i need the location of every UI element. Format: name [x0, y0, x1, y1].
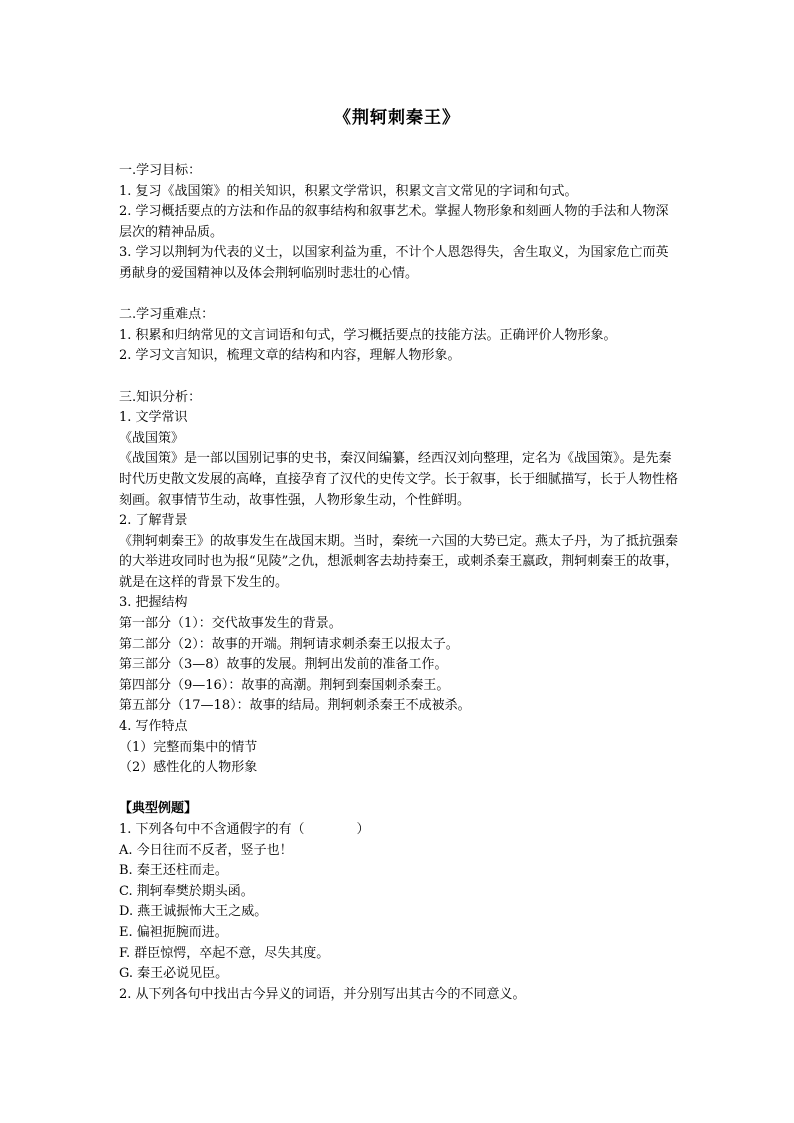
literary-knowledge-paragraph: 《战国策》是一部以国别记事的史书，秦汉间编纂，经西汉刘向整理，定名为《战国策》。是先秦时代历史散文发展的高峰，直接孕育了汉代的史传文学。长于叙事，长于细腻描写，长于人物性格刻画。叙事情节生动，故事性强，人物形象生动，个性鲜明。	[119, 451, 679, 508]
question-2: 2. 从下列各句中找出古今异义的词语，并分别写出其古今的不同意义。	[119, 986, 526, 1002]
question-1-option-f: F. 群臣惊愕，卒起不意，尽失其度。	[119, 945, 330, 961]
structure-part-4: 第四部分（9—16）：故事的高潮。荆轲到秦国刺杀秦王。	[119, 677, 450, 693]
document-body	[119, 161, 679, 1005]
structure-part-2: 第二部分（2）：故事的开端。荆轲请求刺杀秦王以报太子。	[119, 636, 459, 652]
examples-heading: 【典型例题】	[119, 801, 198, 817]
question-1-option-a: A. 今日往而不反者，竖子也！	[119, 842, 293, 858]
section1-item-1: 1. 复习《战国策》的相关知识，积累文学常识，积累文言文常见的字词和句式。	[119, 183, 578, 199]
document-title: 《荆轲刺秦王》	[334, 108, 460, 128]
section1-item-3: 3. 学习以荆轲为代表的义士，以国家利益为重，不计个人恩怨得失，舍生取义，为国家危亡而英勇献身的爱国精神以及体会荆轲临别时悲壮的心情。	[119, 245, 669, 281]
structure-part-3: 第三部分（3—8）故事的发展。荆轲出发前的准备工作。	[119, 657, 448, 673]
subsection-structure-heading: 3. 把握结构	[119, 595, 188, 611]
section2-heading: 二.学习重难点：	[119, 307, 215, 323]
question-1-option-e: E. 偏袒扼腕而进。	[119, 924, 228, 940]
writing-feature-2: （2）感性化的人物形象	[119, 760, 258, 776]
section3-heading: 三.知识分析：	[119, 389, 202, 405]
background-paragraph: 《荆轲刺秦王》的故事发生在战国末期。当时，秦统一六国的大势已定。燕太子丹，为了抵抗强秦的大举进攻同时也为报“见陵”之仇，想派刺客去劫持秦王，或刺杀秦王嬴政，荆轲刺秦王的故事，就是在这样的背景下发生的。	[119, 533, 679, 590]
structure-part-1: 第一部分（1）：交代故事发生的背景。	[119, 616, 342, 632]
question-1-option-c: C. 荆轲奉樊於期头函。	[119, 883, 254, 899]
section1-item-2: 2. 学习概括要点的方法和作品的叙事结构和叙事艺术。掌握人物形象和刻画人物的手法和人物深层次的精神品质。	[119, 204, 669, 240]
question-1-option-b: B. 秦王还柱而走。	[119, 863, 228, 879]
subsection-literary-knowledge-heading: 1. 文学常识	[119, 410, 188, 426]
question-1: 1. 下列各句中不含通假字的有（ ）	[119, 822, 370, 837]
question-1-option-g: G. 秦王必说见臣。	[119, 966, 229, 982]
book-title-label: 《战国策》	[119, 430, 185, 446]
writing-feature-1: （1）完整而集中的情节	[119, 739, 258, 755]
structure-part-5: 第五部分（17—18）：故事的结局。荆轲刺杀秦王不成被杀。	[119, 698, 471, 714]
subsection-background-heading: 2. 了解背景	[119, 513, 188, 529]
subsection-writing-features-heading: 4. 写作特点	[119, 719, 188, 735]
section1-heading: 一.学习目标：	[119, 163, 202, 178]
section2-item-2: 2. 学习文言知识，梳理文章的结构和内容，理解人物形象。	[119, 348, 461, 364]
section2-item-1: 1. 积累和归纳常见的文言词语和句式，学习概括要点的技能方法。正确评价人物形象。	[119, 327, 617, 343]
question-1-option-d: D. 燕王诚振怖大王之威。	[119, 904, 268, 920]
